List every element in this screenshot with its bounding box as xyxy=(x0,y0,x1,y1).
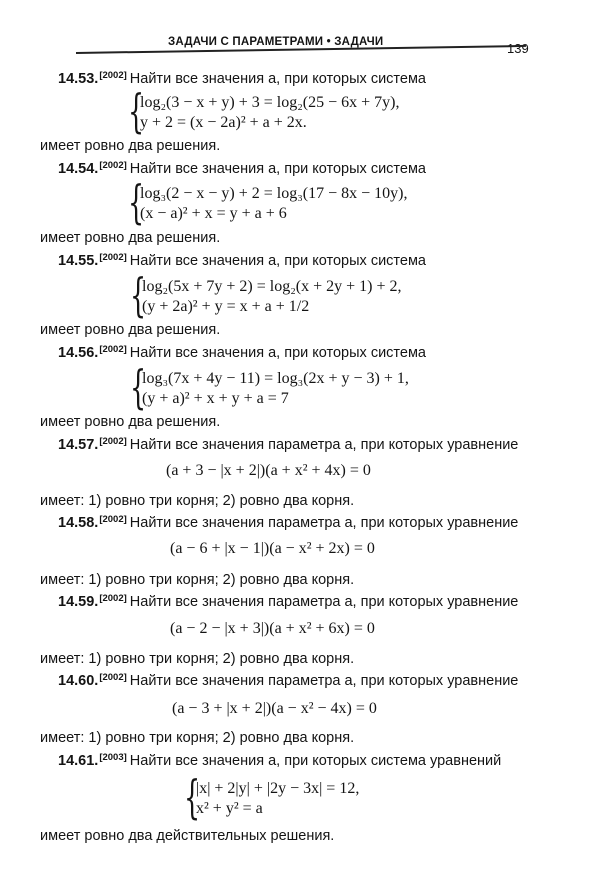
problem-number: 14.55. xyxy=(58,253,99,269)
problem-conclusion: имеет: 1) ровно три корня; 2) ровно два корня. xyxy=(40,730,355,746)
system-equation: log₂(5x + 7y + 2) = log₂(x + 2y + 1) + 2, xyxy=(142,278,402,295)
problem-conclusion: имеет: 1) ровно три корня; 2) ровно два корня. xyxy=(40,493,355,509)
problem-statement: Найти все значения параметра a, при которых уравнение xyxy=(129,673,519,689)
problem-heading xyxy=(58,752,501,769)
problem-number: 14.61. xyxy=(58,753,99,769)
running-title: ЗАДАЧИ С ПАРАМЕТРАМИ • ЗАДАЧИ xyxy=(168,36,384,48)
equation: (a − 3 + |x + 2|)(a − x² − 4x) = 0 xyxy=(172,700,377,717)
problem-year: [2002] xyxy=(99,344,127,355)
problem-conclusion: имеет ровно два решения. xyxy=(40,230,221,246)
problem-heading xyxy=(58,160,426,177)
problem-statement: Найти все значения a, при которых система уравнений xyxy=(129,753,502,769)
equation: (a − 2 − |x + 3|)(a + x² + 6x) = 0 xyxy=(170,620,375,637)
system-equation: log₂(3 − x + y) + 3 = log₂(25 − 6x + 7y), xyxy=(140,94,400,111)
problem-year: [2002] xyxy=(99,252,127,263)
problem-conclusion: имеет ровно два решения. xyxy=(40,414,221,430)
page-number: 139 xyxy=(507,41,529,56)
left-brace: { xyxy=(128,84,145,138)
problem-year: [2003] xyxy=(99,752,127,763)
problem-year: [2002] xyxy=(99,436,127,447)
system-equation: x² + y² = a xyxy=(196,800,263,817)
system-equation: (y + 2a)² + y = x + a + 1/2 xyxy=(142,298,310,315)
problem-statement: Найти все значения параметра a, при которых уравнение xyxy=(129,515,519,531)
problem-statement: Найти все значения a, при которых система xyxy=(129,253,426,269)
problem-conclusion: имеет ровно два действительных решения. xyxy=(40,828,335,844)
problem-number: 14.59. xyxy=(58,594,99,610)
system-equation: |x| + 2|y| + |2y − 3x| = 12, xyxy=(196,780,360,797)
problem-heading xyxy=(58,344,426,361)
problem-conclusion: имеет: 1) ровно три корня; 2) ровно два корня. xyxy=(40,572,355,588)
problem-statement: Найти все значения параметра a, при которых уравнение xyxy=(129,437,519,453)
problem-heading xyxy=(58,514,518,531)
problem-heading xyxy=(58,593,518,610)
problem-statement: Найти все значения параметра a, при которых уравнение xyxy=(129,594,519,610)
problem-year: [2002] xyxy=(99,514,127,525)
problem-conclusion: имеет ровно два решения. xyxy=(40,138,221,154)
left-brace: { xyxy=(130,360,147,414)
left-brace: { xyxy=(128,175,145,229)
system-equation: log₃(7x + 4y − 11) = log₃(2x + y − 3) + 1, xyxy=(142,370,409,387)
problem-heading xyxy=(58,252,426,269)
problem-year: [2002] xyxy=(99,70,127,81)
problem-statement: Найти все значения a, при которых система xyxy=(129,161,426,177)
system-equation: y + 2 = (x − 2a)² + a + 2x. xyxy=(140,114,307,131)
problem-number: 14.57. xyxy=(58,437,99,453)
left-brace: { xyxy=(184,770,201,824)
problem-number: 14.53. xyxy=(58,71,99,87)
problem-heading xyxy=(58,436,518,453)
system-equation: log₃(2 − x − y) + 2 = log₃(17 − 8x − 10y), xyxy=(140,185,408,202)
equation: (a − 6 + |x − 1|)(a − x² + 2x) = 0 xyxy=(170,540,375,557)
problem-conclusion: имеет: 1) ровно три корня; 2) ровно два корня. xyxy=(40,651,355,667)
problem-heading xyxy=(58,672,518,689)
problem-conclusion: имеет ровно два решения. xyxy=(40,322,221,338)
equation: (a + 3 − |x + 2|)(a + x² + 4x) = 0 xyxy=(166,462,371,479)
problem-number: 14.54. xyxy=(58,161,99,177)
problem-number: 14.58. xyxy=(58,515,99,531)
problem-number: 14.56. xyxy=(58,345,99,361)
problem-number: 14.60. xyxy=(58,673,99,689)
problem-year: [2002] xyxy=(99,593,127,604)
problem-year: [2002] xyxy=(99,160,127,171)
system-equation: (x − a)² + x = y + a + 6 xyxy=(140,205,287,222)
left-brace: { xyxy=(130,268,147,322)
problem-statement: Найти все значения a, при которых система xyxy=(129,345,426,361)
problem-statement: Найти все значения a, при которых система xyxy=(129,71,426,87)
system-equation: (y + a)² + x + y + a = 7 xyxy=(142,390,289,407)
problem-year: [2002] xyxy=(99,672,127,683)
problem-heading xyxy=(58,70,426,87)
